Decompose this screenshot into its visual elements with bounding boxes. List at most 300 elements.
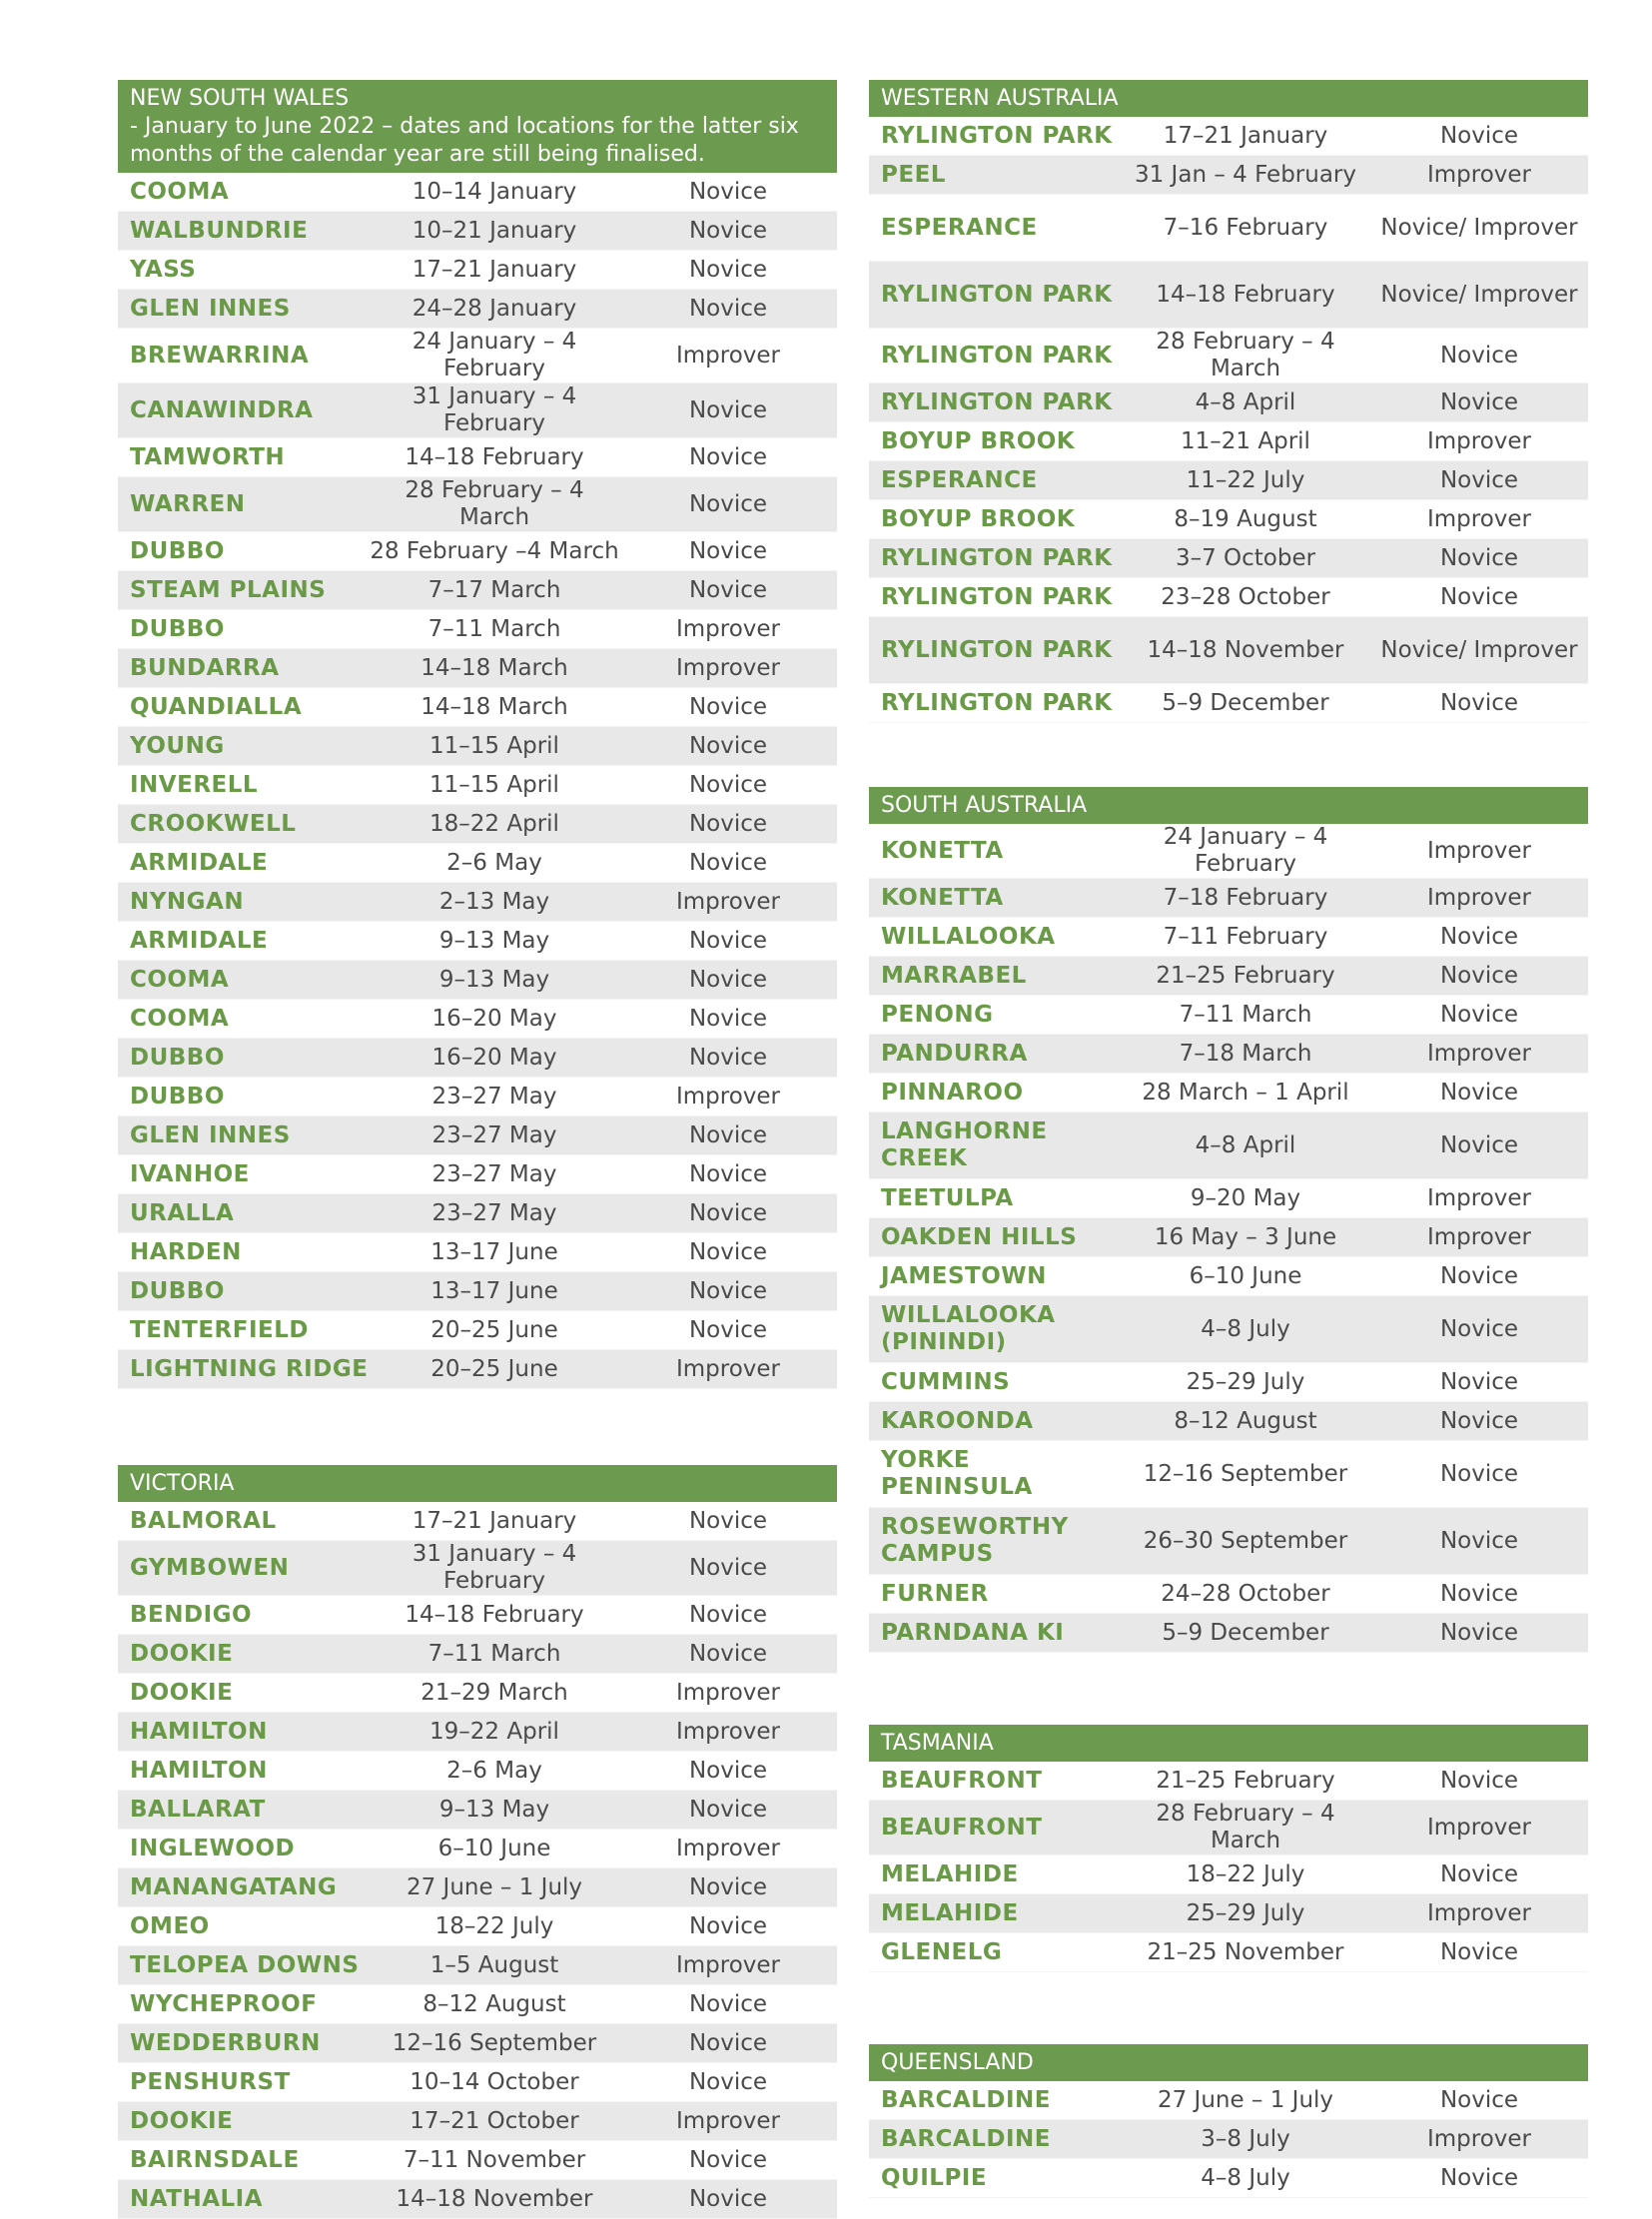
table-row (118, 2180, 837, 2219)
location-cell: BEAUFRONT (881, 1814, 1043, 1841)
location-cell: BALMORAL (130, 1507, 277, 1534)
location-cell: TENTERFIELD (130, 1316, 309, 1343)
dates-cell: 13–17 June (430, 1238, 558, 1265)
table-row (118, 1791, 837, 1830)
level-cell: Novice (688, 2029, 768, 2056)
dates-cell: 12–16 September (392, 2029, 597, 2056)
section-qld (869, 2044, 1588, 2198)
table-row (869, 1035, 1588, 1074)
level-cell: Novice (688, 1873, 768, 1900)
section-title: QUEENSLAND (881, 2050, 1034, 2075)
level-cell: Novice (688, 295, 768, 322)
dates-cell: 31 January – 4 February (412, 1541, 577, 1594)
location-cell: BARCALDINE (881, 2125, 1051, 2152)
location-cell: BAIRNSDALE (130, 2146, 300, 2173)
dates-cell: 19–22 April (429, 1718, 559, 1745)
dates-cell: 14–18 February (1156, 281, 1335, 308)
level-cell: Improver (675, 654, 781, 681)
location-cell: PENONG (881, 1001, 994, 1028)
dates-cell: 7–11 March (427, 615, 561, 642)
table-row (118, 1541, 837, 1596)
level-cell: Novice/ Improver (1380, 636, 1578, 663)
location-cell: LIGHTNING RIDGE (130, 1355, 369, 1382)
location-cell: NYNGAN (130, 888, 245, 915)
dates-cell: 11–15 April (429, 771, 559, 798)
location-cell: INGLEWOOD (130, 1835, 296, 1861)
dates-cell: 18–22 July (1186, 1860, 1305, 1887)
location-cell: PARNDANA KI (881, 1619, 1065, 1646)
dates-cell: 12–16 September (1143, 1460, 1348, 1487)
level-cell: Novice (688, 2146, 768, 2173)
location-cell: QUANDIALLA (130, 693, 303, 720)
table-row (118, 1155, 837, 1194)
dates-cell: 6–10 June (437, 1835, 551, 1861)
dates-cell: 17–21 January (412, 256, 577, 283)
dates-cell: 9–13 May (438, 1796, 550, 1823)
table-row (118, 1907, 837, 1946)
level-cell: Novice (1439, 1619, 1519, 1646)
level-cell: Novice (1439, 583, 1519, 610)
location-cell: YASS (130, 256, 197, 283)
location-cell: TEETULPA (881, 1184, 1014, 1211)
location-cell: PEEL (881, 161, 946, 188)
level-cell: Improver (675, 888, 781, 915)
level-cell: Novice/ Improver (1380, 214, 1578, 241)
table-row (869, 824, 1588, 879)
dates-cell: 20–25 June (430, 1316, 558, 1343)
location-cell: BUNDARRA (130, 654, 280, 681)
dates-cell: 28 February – 4 March (1156, 1801, 1335, 1853)
location-cell: STEAM PLAINS (130, 576, 327, 603)
level-cell: Improver (1426, 884, 1532, 911)
table-row (869, 2120, 1588, 2159)
table-row (118, 477, 837, 532)
section-title: WESTERN AUSTRALIA (881, 86, 1119, 111)
schedule-table (869, 824, 1588, 1653)
level-cell: Novice (688, 966, 768, 993)
level-cell: Improver (675, 615, 781, 642)
level-cell: Novice (688, 490, 768, 517)
table-row (118, 571, 837, 610)
level-cell: Novice (688, 1757, 768, 1784)
location-cell: ARMIDALE (130, 927, 269, 954)
table-row (869, 117, 1588, 156)
location-cell: OAKDEN HILLS (881, 1223, 1078, 1250)
level-cell: Novice (1439, 122, 1519, 149)
location-cell: PENSHURST (130, 2068, 291, 2095)
location-cell: DUBBO (130, 615, 225, 642)
schedule-table (118, 173, 837, 1389)
dates-cell: 28 March – 1 April (1142, 1079, 1349, 1106)
dates-cell: 21–25 November (1147, 1938, 1344, 1965)
level-cell: Novice (1439, 1767, 1519, 1794)
level-cell: Improver (675, 1718, 781, 1745)
table-row (118, 2063, 837, 2102)
level-cell: Novice (688, 771, 768, 798)
dates-cell: 7–16 February (1163, 214, 1328, 241)
schedule-table (869, 1762, 1588, 1972)
table-row (118, 883, 837, 922)
location-cell: COOMA (130, 178, 230, 205)
dates-cell: 2–6 May (446, 1757, 542, 1784)
level-cell: Novice (1439, 2164, 1519, 2191)
location-cell: MANANGATANG (130, 1873, 338, 1900)
dates-cell: 16 May – 3 June (1154, 1223, 1337, 1250)
table-row (869, 1894, 1588, 1933)
level-cell: Improver (675, 1951, 781, 1978)
dates-cell: 7–11 February (1163, 923, 1328, 950)
location-cell: CUMMINS (881, 1368, 1011, 1395)
level-cell: Novice (1439, 1527, 1519, 1554)
location-cell: FURNER (881, 1580, 989, 1607)
location-cell: BOYUP BROOK (881, 505, 1076, 532)
level-cell: Novice (1439, 544, 1519, 571)
table-row (118, 1272, 837, 1311)
section-note: - January to June 2022 – dates and locations for the latter six months of the calendar year are still being finalised. (130, 114, 799, 167)
table-row (118, 1868, 837, 1907)
location-cell: WALBUNDRIE (130, 217, 309, 244)
location-cell: GLEN INNES (130, 295, 291, 322)
location-cell: DOOKIE (130, 1640, 234, 1667)
location-cell: INVERELL (130, 771, 259, 798)
table-row (869, 1441, 1588, 1508)
table-row (118, 1985, 837, 2024)
level-cell: Novice (1439, 1315, 1519, 1342)
location-cell: WILLALOOKA (881, 923, 1056, 950)
table-row (118, 1752, 837, 1791)
table-row (118, 329, 837, 383)
dates-cell: 17–21 January (412, 1507, 577, 1534)
table-row (118, 1311, 837, 1350)
right-column (869, 80, 1588, 2198)
dates-cell: 11–15 April (429, 732, 559, 759)
level-cell: Novice (688, 256, 768, 283)
table-row (118, 649, 837, 688)
level-cell: Novice (1439, 1001, 1519, 1028)
table-row (869, 1112, 1588, 1179)
dates-cell: 7–18 February (1163, 884, 1328, 911)
location-cell: GYMBOWEN (130, 1554, 290, 1581)
dates-cell: 23–28 October (1161, 583, 1330, 610)
table-row (869, 1508, 1588, 1575)
dates-cell: 2–13 May (438, 888, 550, 915)
table-row (869, 1855, 1588, 1894)
location-cell: HAMILTON (130, 1757, 268, 1784)
level-cell: Novice (688, 1316, 768, 1343)
table-row (869, 156, 1588, 195)
location-cell: ARMIDALE (130, 849, 269, 876)
location-cell: WYCHEPROOF (130, 1990, 318, 2017)
table-row (118, 610, 837, 649)
section-header (869, 80, 1588, 117)
table-row (869, 1363, 1588, 1402)
table-row (118, 1596, 837, 1635)
level-cell: Novice (1439, 466, 1519, 493)
location-cell: URALLA (130, 1199, 235, 1226)
location-cell: RYLINGTON PARK (881, 636, 1113, 663)
level-cell: Novice (688, 927, 768, 954)
table-row (869, 617, 1588, 684)
dates-cell: 28 February –4 March (370, 537, 619, 564)
dates-cell: 9–13 May (438, 927, 550, 954)
section-header (118, 1465, 837, 1502)
table-row (118, 1713, 837, 1752)
table-row (869, 500, 1588, 539)
location-cell: DUBBO (130, 1277, 225, 1304)
dates-cell: 31 January – 4 February (412, 383, 577, 436)
table-row (869, 879, 1588, 918)
location-cell: HAMILTON (130, 1718, 268, 1745)
dates-cell: 14–18 November (396, 2185, 593, 2212)
table-row (118, 1116, 837, 1155)
location-cell: BREWARRINA (130, 342, 310, 369)
dates-cell: 4–8 July (1201, 2164, 1290, 2191)
level-cell: Improver (675, 1355, 781, 1382)
dates-cell: 9–13 May (438, 966, 550, 993)
location-cell: YOUNG (130, 732, 225, 759)
dates-cell: 7–17 March (427, 576, 561, 603)
section-header (869, 2044, 1588, 2081)
table-row (118, 173, 837, 212)
location-cell: DOOKIE (130, 1679, 234, 1706)
level-cell: Improver (675, 1083, 781, 1110)
level-cell: Improver (1426, 1223, 1532, 1250)
level-cell: Novice (1439, 2086, 1519, 2113)
dates-cell: 24–28 January (412, 295, 577, 322)
dates-cell: 7–11 March (1179, 1001, 1312, 1028)
dates-cell: 23–27 May (431, 1083, 557, 1110)
dates-cell: 8–12 August (422, 1990, 566, 2017)
level-cell: Improver (1426, 1814, 1532, 1841)
table-row (118, 1830, 837, 1868)
table-row (869, 918, 1588, 957)
table-row (869, 195, 1588, 262)
location-cell: TELOPEA DOWNS (130, 1951, 360, 1978)
level-cell: Novice (688, 1912, 768, 1939)
dates-cell: 24 January – 4 February (412, 329, 577, 381)
table-row (869, 1762, 1588, 1801)
level-cell: Novice (688, 1990, 768, 2017)
level-cell: Novice (688, 1601, 768, 1628)
dates-cell: 13–17 June (430, 1277, 558, 1304)
level-cell: Improver (1426, 427, 1532, 454)
dates-cell: 14–18 February (405, 1601, 584, 1628)
dates-cell: 10–14 October (410, 2068, 579, 2095)
table-row (869, 2081, 1588, 2120)
dates-cell: 11–22 July (1186, 466, 1305, 493)
table-row (869, 684, 1588, 723)
location-cell: ROSEWORTHY CAMPUS (881, 1514, 1069, 1567)
section-nsw (118, 80, 837, 1389)
location-cell: BARCALDINE (881, 2086, 1051, 2113)
location-cell: KAROONDA (881, 1407, 1034, 1434)
table-row (118, 290, 837, 329)
location-cell: IVANHOE (130, 1160, 250, 1187)
dates-cell: 23–27 May (431, 1199, 557, 1226)
table-row (118, 532, 837, 571)
level-cell: Novice (688, 1507, 768, 1534)
section-title: NEW SOUTH WALES (130, 86, 350, 111)
dates-cell: 18–22 April (429, 810, 559, 837)
location-cell: RYLINGTON PARK (881, 342, 1113, 369)
location-cell: GLEN INNES (130, 1121, 291, 1148)
location-cell: WILLALOOKA (PININDI) (881, 1302, 1056, 1355)
location-cell: ESPERANCE (881, 214, 1038, 241)
table-row (118, 922, 837, 961)
section-header (869, 787, 1588, 824)
section-vic (118, 1465, 837, 2219)
table-row (869, 1801, 1588, 1855)
level-cell: Novice (1439, 923, 1519, 950)
left-column (118, 80, 837, 2219)
table-row (118, 1350, 837, 1389)
dates-cell: 25–29 July (1186, 1368, 1305, 1395)
table-row (118, 1233, 837, 1272)
location-cell: CANAWINDRA (130, 396, 314, 423)
table-row (869, 1296, 1588, 1363)
location-cell: DUBBO (130, 1044, 225, 1071)
location-cell: QUILPIE (881, 2164, 988, 2191)
location-cell: RYLINGTON PARK (881, 388, 1113, 415)
level-cell: Novice (1439, 1262, 1519, 1289)
level-cell: Improver (1426, 505, 1532, 532)
location-cell: NATHALIA (130, 2185, 264, 2212)
level-cell: Improver (1426, 2125, 1532, 2152)
table-row (118, 2024, 837, 2063)
table-row (118, 1502, 837, 1541)
dates-cell: 20–25 June (430, 1355, 558, 1382)
section-title: SOUTH AUSTRALIA (881, 793, 1088, 818)
level-cell: Novice/ Improver (1380, 281, 1578, 308)
section-header (869, 1725, 1588, 1762)
location-cell: LANGHORNE CREEK (881, 1118, 1048, 1171)
dates-cell: 27 June – 1 July (1157, 2086, 1334, 2113)
level-cell: Improver (675, 342, 781, 369)
dates-cell: 3–7 October (1175, 544, 1316, 571)
dates-cell: 24–28 October (1161, 1580, 1330, 1607)
table-row (118, 727, 837, 766)
dates-cell: 26–30 September (1143, 1527, 1348, 1554)
section-title: VICTORIA (130, 1471, 235, 1496)
dates-cell: 5–9 December (1162, 689, 1329, 716)
level-cell: Novice (688, 178, 768, 205)
level-cell: Novice (1439, 342, 1519, 369)
dates-cell: 8–19 August (1174, 505, 1317, 532)
table-row (869, 2159, 1588, 2198)
level-cell: Novice (688, 1005, 768, 1032)
dates-cell: 16–20 May (431, 1044, 557, 1071)
table-row (869, 422, 1588, 461)
table-row (118, 766, 837, 805)
level-cell: Novice (688, 1554, 768, 1581)
level-cell: Improver (675, 1679, 781, 1706)
table-row (869, 1218, 1588, 1257)
location-cell: DUBBO (130, 537, 225, 564)
dates-cell: 11–21 April (1181, 427, 1310, 454)
dates-cell: 28 February – 4 March (1156, 329, 1335, 381)
dates-cell: 7–11 March (427, 1640, 561, 1667)
table-row (118, 688, 837, 727)
table-row (118, 805, 837, 844)
dates-cell: 21–25 February (1156, 962, 1335, 989)
level-cell: Novice (688, 396, 768, 423)
table-row (118, 844, 837, 883)
level-cell: Novice (1439, 1460, 1519, 1487)
table-row (118, 1039, 837, 1078)
level-cell: Improver (1426, 1184, 1532, 1211)
table-row (118, 2141, 837, 2180)
dates-cell: 3–8 July (1201, 2125, 1290, 2152)
level-cell: Novice (1439, 388, 1519, 415)
level-cell: Novice (688, 1640, 768, 1667)
table-row (118, 2102, 837, 2141)
dates-cell: 17–21 October (410, 2107, 579, 2134)
table-row (869, 461, 1588, 500)
location-cell: RYLINGTON PARK (881, 544, 1113, 571)
level-cell: Novice (688, 1160, 768, 1187)
level-cell: Novice (1439, 1938, 1519, 1965)
location-cell: KONETTA (881, 837, 1004, 864)
table-row (118, 1078, 837, 1116)
level-cell: Novice (688, 1044, 768, 1071)
table-row (869, 1575, 1588, 1614)
dates-cell: 9–20 May (1190, 1184, 1301, 1211)
level-cell: Novice (688, 537, 768, 564)
dates-cell: 23–27 May (431, 1121, 557, 1148)
level-cell: Novice (688, 1121, 768, 1148)
dates-cell: 5–9 December (1162, 1619, 1329, 1646)
level-cell: Novice (688, 849, 768, 876)
dates-cell: 21–29 March (420, 1679, 568, 1706)
table-row (118, 251, 837, 290)
level-cell: Novice (1439, 1079, 1519, 1106)
level-cell: Novice (688, 2185, 768, 2212)
dates-cell: 7–11 November (403, 2146, 586, 2173)
dates-cell: 24 January – 4 February (1163, 824, 1328, 877)
level-cell: Novice (688, 576, 768, 603)
level-cell: Novice (1439, 1860, 1519, 1887)
location-cell: WEDDERBURN (130, 2029, 321, 2056)
dates-cell: 14–18 February (405, 443, 584, 470)
dates-cell: 28 February – 4 March (405, 477, 584, 530)
level-cell: Improver (675, 2107, 781, 2134)
dates-cell: 31 Jan – 4 February (1134, 161, 1356, 188)
section-header (118, 80, 837, 173)
dates-cell: 8–12 August (1174, 1407, 1317, 1434)
dates-cell: 14–18 March (420, 654, 568, 681)
dates-cell: 10–14 January (412, 178, 577, 205)
level-cell: Novice (1439, 962, 1519, 989)
table-row (869, 262, 1588, 329)
table-row (118, 438, 837, 477)
dates-cell: 4–8 July (1201, 1315, 1290, 1342)
location-cell: BOYUP BROOK (881, 427, 1076, 454)
table-row (118, 1635, 837, 1674)
level-cell: Novice (688, 1199, 768, 1226)
table-row (118, 1674, 837, 1713)
table-row (118, 1000, 837, 1039)
dates-cell: 17–21 January (1163, 122, 1328, 149)
location-cell: ESPERANCE (881, 466, 1038, 493)
dates-cell: 6–10 June (1189, 1262, 1302, 1289)
location-cell: HARDEN (130, 1238, 242, 1265)
location-cell: RYLINGTON PARK (881, 583, 1113, 610)
location-cell: GLENELG (881, 1938, 1003, 1965)
location-cell: COOMA (130, 966, 230, 993)
table-row (869, 996, 1588, 1035)
dates-cell: 1–5 August (429, 1951, 559, 1978)
level-cell: Novice (688, 1238, 768, 1265)
